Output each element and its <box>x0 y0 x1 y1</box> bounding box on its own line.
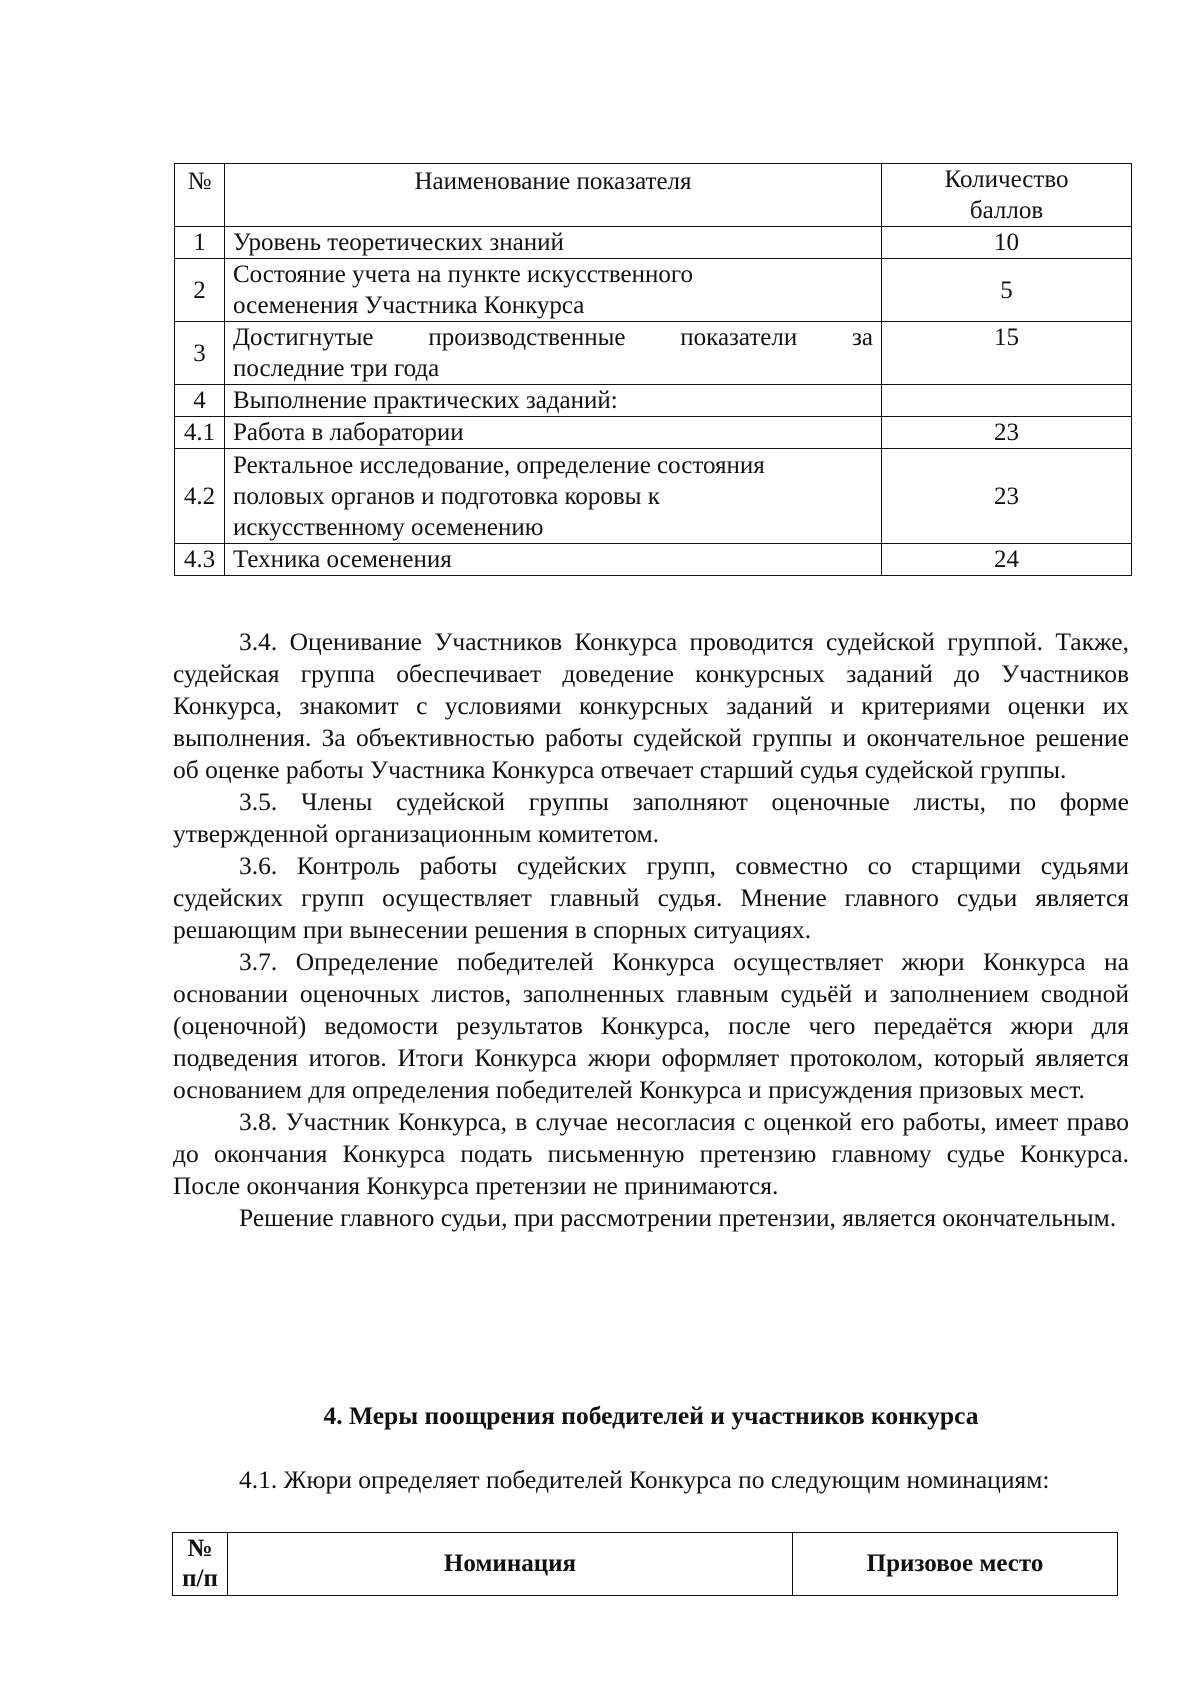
row-name-line1: Состояние учета на пункте искусственного <box>233 261 693 288</box>
row-name-line2: последние три года <box>233 355 440 382</box>
header-indicator-name: Наименование показателя <box>225 164 882 227</box>
table-row <box>175 259 1132 322</box>
row-number: 4.1 <box>175 417 225 449</box>
header-points-line2: баллов <box>969 197 1044 224</box>
header-points <box>882 164 1132 227</box>
row-number: 2 <box>175 259 225 322</box>
row-name-line2: половых органов и подготовка коровы к <box>233 482 660 510</box>
row-name: Уровень теоретических знаний <box>225 227 882 259</box>
section-4-heading: 4. Меры поощрения победителей и участников конкурса <box>323 1401 979 1430</box>
paragraph-3-4: 3.4. Оценивание Участников Конкурса проводится судейской группой. Также, судейская группа обеспечивает доведение конкурсных заданий до Участников Конкурса, знакомит с условиями конкурсных заданий и критериями оценки их выполнения. За объективностью работы судейской группы и окончательное решение об оценке работы Участника Конкурса отвечает старший судья судейской группы. <box>173 627 1129 784</box>
table-row <box>175 417 1132 449</box>
row-number: 3 <box>175 322 225 385</box>
row-name-line1: Ректальное исследование, определение состояния <box>233 451 765 479</box>
table-row <box>175 385 1132 417</box>
section-3-text <box>173 626 1129 1234</box>
table-header-row <box>175 164 1132 227</box>
header-number-line2: п/п <box>182 1565 218 1592</box>
row-points: 24 <box>882 544 1132 576</box>
row-number: 4.2 <box>175 449 225 544</box>
table-row <box>175 544 1132 576</box>
nominations-table <box>172 1532 1118 1596</box>
row-name: Работа в лаборатории <box>225 417 882 449</box>
table-row <box>175 449 1132 544</box>
row-number: 4.3 <box>175 544 225 576</box>
header-number: № <box>175 164 225 227</box>
header-prize-place: Призовое место <box>793 1533 1118 1596</box>
row-name-line3: искусственному осеменению <box>233 513 544 541</box>
row-name-line2: осеменения Участника Конкурса <box>233 292 585 319</box>
row-points: 15 <box>882 322 1132 385</box>
row-points: 23 <box>882 417 1132 449</box>
row-name <box>225 259 882 322</box>
paragraph-4-1: 4.1. Жюри определяет победителей Конкурса по следующим номинациям: <box>239 1465 1050 1494</box>
row-name <box>225 322 882 385</box>
row-points: 10 <box>882 227 1132 259</box>
table-row <box>175 227 1132 259</box>
header-nomination: Номинация <box>228 1533 793 1596</box>
paragraph-3-7: 3.7. Определение победителей Конкурса осуществляет жюри Конкурса на основании оценочных листов, заполненных главным судьёй и заполнением сводной (оценочной) ведомости результатов Конкурса, после чего передаётся жюри для подведения итогов. Итоги Конкурса жюри оформляет протоколом, который является основанием для определения победителей Конкурса и присуждения призовых мест. <box>173 947 1129 1104</box>
row-number: 1 <box>175 227 225 259</box>
row-number: 4 <box>175 385 225 417</box>
paragraph-3-6: 3.6. Контроль работы судейских групп, совместно со старщими судьями судейских групп осуществляет главный судья. Мнение главного судьи является решающим при вынесении решения в спорных ситуациях. <box>173 851 1129 944</box>
header-number <box>173 1533 228 1596</box>
scoring-criteria-table <box>174 163 1132 576</box>
row-name: Выполнение практических заданий: <box>225 385 882 417</box>
row-name <box>225 449 882 544</box>
row-points: 23 <box>882 449 1132 544</box>
paragraph-3-8: 3.8. Участник Конкурса, в случае несогласия с оценкой его работы, имеет право до окончания Конкурса подать письменную претензию главному судье Конкурса. После окончания Конкурса претензии не принимаются. <box>173 1107 1129 1200</box>
table-row <box>175 322 1132 385</box>
table-header-row <box>173 1533 1118 1596</box>
row-points: 5 <box>882 259 1132 322</box>
row-name: Техника осеменения <box>225 544 882 576</box>
paragraph-3-5: 3.5. Члены судейской группы заполняют оценочные листы, по форме утвержденной организационным комитетом. <box>173 787 1129 848</box>
paragraph-3-8-final-decision: Решение главного судьи, при рассмотрении претензии, является окончательным. <box>239 1203 1117 1232</box>
row-name-line1: Достигнутые производственные показатели за <box>233 324 873 351</box>
header-points-line1: Количество <box>944 166 1069 193</box>
row-points <box>882 385 1132 417</box>
header-number-line1: № <box>187 1535 213 1562</box>
